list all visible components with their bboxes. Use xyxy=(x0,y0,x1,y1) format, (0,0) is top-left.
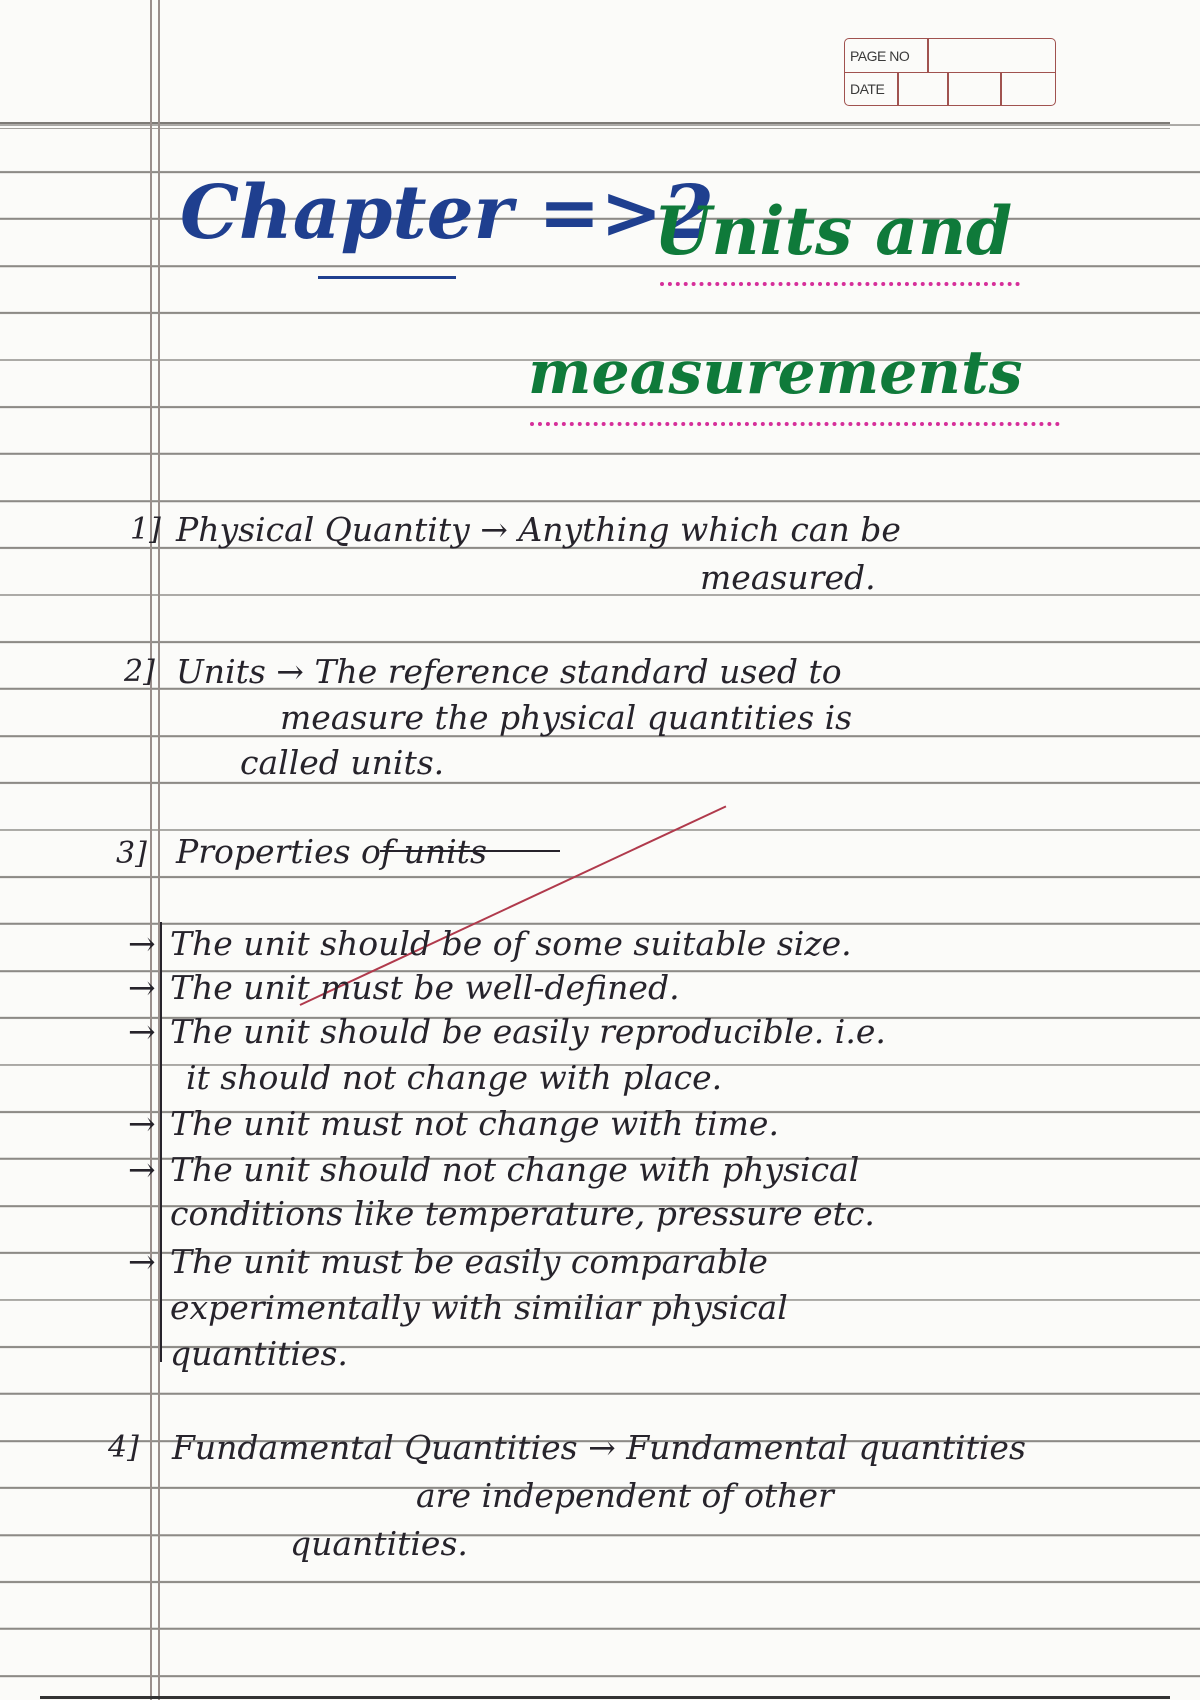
topic-squiggle-1 xyxy=(660,272,1020,286)
section-number: 1] xyxy=(130,512,161,547)
bullet-5: The unit should not change with physical xyxy=(170,1150,860,1189)
bullet-6-line2: experimentally with similiar physical xyxy=(170,1288,788,1327)
header-rule xyxy=(0,122,1170,124)
topic-squiggle-2 xyxy=(530,412,1060,426)
heading-strike xyxy=(380,850,560,852)
bullet-5-line2: conditions like temperature, pressure etc. xyxy=(170,1194,875,1233)
page-no-row xyxy=(845,39,1055,73)
s1-line2: measured. xyxy=(700,558,876,597)
bullet-arrow: → xyxy=(128,1242,156,1281)
margin-line-inner xyxy=(158,0,160,1700)
bullet-3: The unit should be easily reproducible. i.e. xyxy=(170,1012,886,1051)
bullet-1: The unit should be of some suitable size. xyxy=(170,924,852,963)
page-no-label: PAGE NO xyxy=(850,48,910,64)
margin-line xyxy=(150,0,152,1700)
bullet-4: The unit must not change with time. xyxy=(170,1104,779,1143)
bullet-3-line2: it should not change with place. xyxy=(186,1058,723,1097)
header-rule-thin xyxy=(0,128,1170,129)
page-box-divider xyxy=(927,39,929,72)
chapter-title: Chapter =>2 xyxy=(180,170,714,256)
bullet-6-line3: quantities. xyxy=(170,1334,348,1373)
topic-title-line2: measurements xyxy=(528,338,1023,408)
s4-line1: Fundamental Quantities → Fundamental quantities xyxy=(172,1428,1026,1467)
date-label: DATE xyxy=(850,81,885,97)
date-box-divider xyxy=(897,72,899,105)
section-number: 4] xyxy=(108,1430,139,1465)
s4-line3: quantities. xyxy=(290,1524,468,1563)
s2-line2: measure the physical quantities is xyxy=(280,698,853,737)
section-number: 3] xyxy=(116,836,147,871)
bullet-arrow: → xyxy=(128,1104,156,1143)
topic-title-line1: Units and xyxy=(654,192,1013,270)
bullet-bar xyxy=(160,922,162,1362)
s3-heading: Properties of units xyxy=(176,832,487,871)
bullet-arrow: → xyxy=(128,924,156,963)
s4-line2: are independent of other xyxy=(416,1476,834,1515)
date-box-divider xyxy=(1000,72,1002,105)
chapter-underline xyxy=(318,276,456,279)
bullet-arrow: → xyxy=(128,1012,156,1051)
s2-line1: Units → The reference standard used to xyxy=(176,652,842,691)
bullet-arrow: → xyxy=(128,1150,156,1189)
bullet-2: The unit must be well-defined. xyxy=(170,968,680,1007)
section-number: 2] xyxy=(124,654,155,689)
date-box-divider xyxy=(947,72,949,105)
s2-line3: called units. xyxy=(240,743,445,782)
page-bottom-edge xyxy=(40,1696,1170,1699)
bullet-arrow: → xyxy=(128,968,156,1007)
bullet-6: The unit must be easily comparable xyxy=(170,1242,768,1281)
date-row xyxy=(845,72,1055,105)
s1-line1: Physical Quantity → Anything which can be xyxy=(176,510,901,549)
page-date-box xyxy=(844,38,1056,106)
